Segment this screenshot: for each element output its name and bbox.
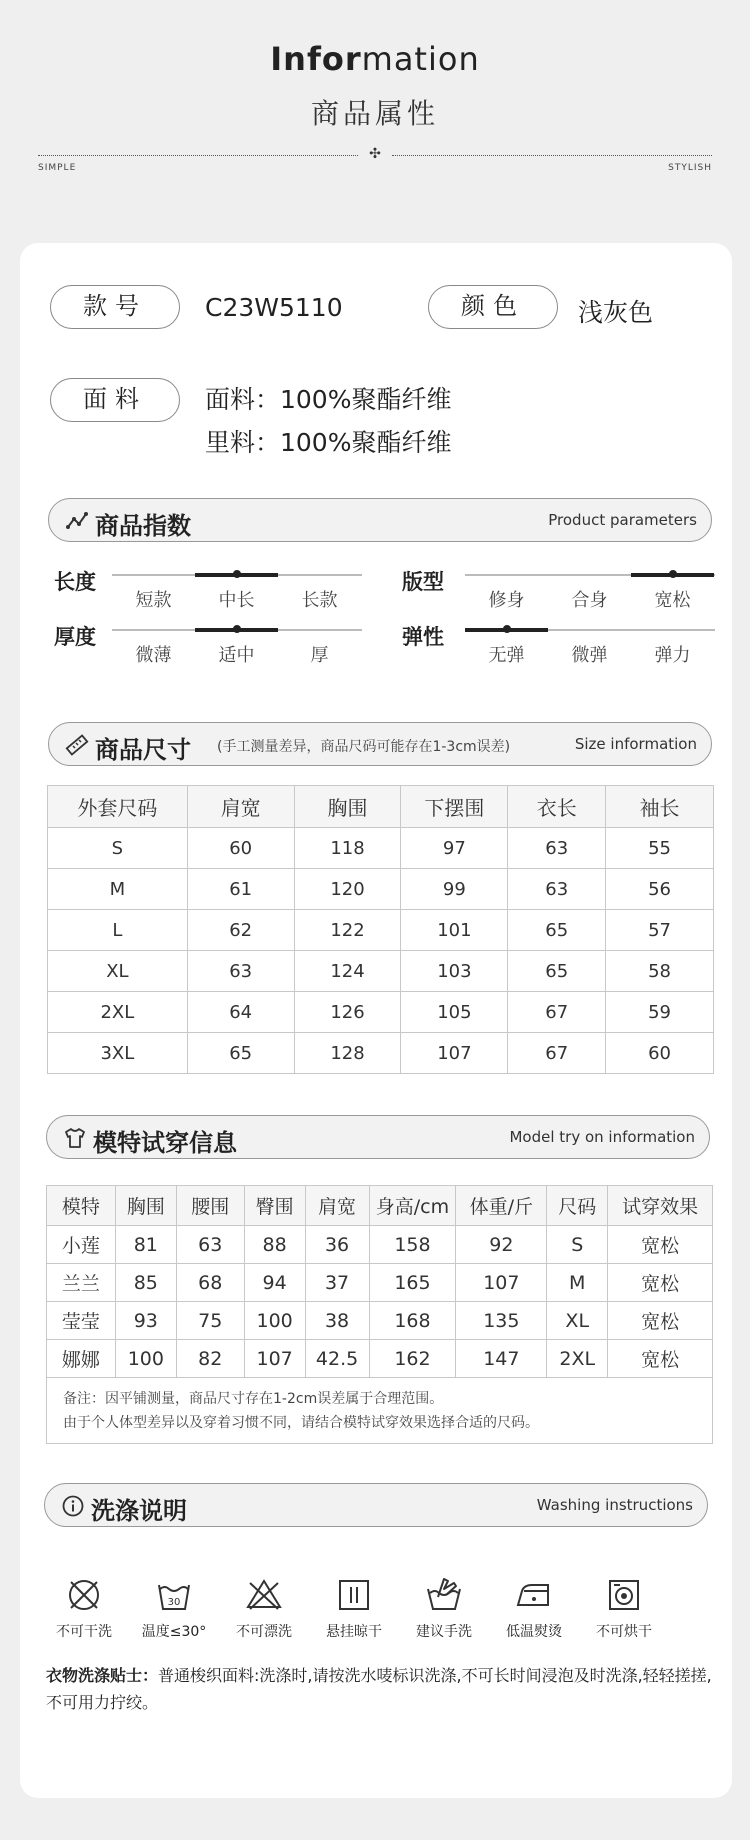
table-cell: 63: [508, 869, 606, 910]
table-cell: L: [48, 910, 188, 951]
color-label: 颜色: [428, 285, 558, 329]
table-cell: S: [547, 1226, 608, 1264]
scale-selected-dot: [503, 625, 511, 633]
table-cell: M: [48, 869, 188, 910]
product-info-card: [20, 243, 732, 1798]
table-cell: 107: [456, 1264, 547, 1302]
svg-text:30: 30: [167, 1597, 181, 1608]
fit-scale: [465, 570, 715, 610]
wash-icon-label: 不可漂洗: [236, 1624, 292, 1640]
scale-selected-dot: [669, 570, 677, 578]
table-cell: 65: [508, 951, 606, 992]
no-tumble-dry-icon: [578, 1575, 670, 1655]
table-cell: 61: [187, 869, 294, 910]
table-cell: 娜娜: [47, 1340, 116, 1378]
table-cell: 兰兰: [47, 1264, 116, 1302]
table-cell: 162: [369, 1340, 456, 1378]
color-value: 浅灰色: [578, 298, 654, 327]
fabric-label: 面料: [50, 378, 180, 422]
table-cell: 107: [244, 1340, 305, 1378]
table-header-cell: 袖长: [606, 786, 714, 828]
ruler-icon: [65, 733, 89, 757]
wash-section-english: Washing instructions: [536, 1496, 693, 1514]
table-row: [48, 951, 714, 992]
table-header-cell: 模特: [47, 1186, 116, 1226]
table-header-row: [48, 786, 714, 828]
table-cell: 宽松: [608, 1302, 713, 1340]
table-row: [48, 1033, 714, 1074]
thickness-label: 厚度: [54, 625, 96, 649]
scale-option-label: 修身: [488, 590, 525, 611]
table-header-cell: 下摆围: [401, 786, 508, 828]
table-row: [48, 992, 714, 1033]
wash-icon-label: 悬挂晾干: [326, 1624, 382, 1640]
info-icon: [61, 1494, 85, 1518]
table-cell: 120: [294, 869, 401, 910]
wash-section-title: 洗涤说明: [91, 1497, 187, 1525]
table-cell: XL: [547, 1302, 608, 1340]
scale-option-label: 长款: [301, 590, 338, 611]
model-table-note: [47, 1378, 713, 1444]
size-section-note: (手工测量差异，商品尺码可能存在1-3cm误差): [217, 739, 511, 755]
length-scale: [112, 570, 362, 610]
style-number-label: 款号: [50, 285, 180, 329]
table-cell: 100: [115, 1340, 176, 1378]
table-cell: 99: [401, 869, 508, 910]
table-cell: 93: [115, 1302, 176, 1340]
index-section-title: 商品指数: [95, 512, 191, 540]
table-cell: 88: [244, 1226, 305, 1264]
table-cell: 126: [294, 992, 401, 1033]
table-cell: 3XL: [48, 1033, 188, 1074]
table-cell: 58: [606, 951, 714, 992]
table-header-cell: 衣长: [508, 786, 606, 828]
table-cell: 103: [401, 951, 508, 992]
table-row: [47, 1264, 713, 1302]
low-iron-icon: [488, 1575, 580, 1655]
scale-option-label: 弹力: [654, 645, 691, 666]
elasticity-label: 弹性: [402, 625, 444, 649]
table-cell: 63: [176, 1226, 244, 1264]
table-cell: 105: [401, 992, 508, 1033]
scale-selected-dot: [233, 570, 241, 578]
wash-icon-label: 不可干洗: [56, 1624, 112, 1640]
table-cell: 128: [294, 1033, 401, 1074]
size-section-title: 商品尺寸: [95, 736, 191, 764]
table-cell: 122: [294, 910, 401, 951]
table-cell: 85: [115, 1264, 176, 1302]
table-cell: 62: [187, 910, 294, 951]
elasticity-scale: [465, 625, 715, 665]
wash-icon-label: 温度≤30°: [141, 1624, 207, 1640]
header-left-tag: SIMPLE: [38, 163, 77, 173]
table-header-cell: 试穿效果: [608, 1186, 713, 1226]
table-cell: 37: [305, 1264, 369, 1302]
washing-tip: [46, 1662, 716, 1716]
scale-option-label: 微薄: [135, 645, 172, 666]
no-bleach-icon: [218, 1575, 310, 1655]
no-dry-clean-icon: [38, 1575, 130, 1655]
header-divider-left: [38, 155, 358, 156]
table-cell: 55: [606, 828, 714, 869]
table-cell: 2XL: [48, 992, 188, 1033]
table-header-cell: 身高/cm: [369, 1186, 456, 1226]
scale-option-label: 短款: [135, 590, 172, 611]
scale-option-label: 适中: [218, 645, 255, 666]
table-cell: 165: [369, 1264, 456, 1302]
table-header-cell: 尺码: [547, 1186, 608, 1226]
table-row: [47, 1340, 713, 1378]
model-section-title: 模特试穿信息: [93, 1129, 237, 1157]
table-cell: 107: [401, 1033, 508, 1074]
table-cell: 97: [401, 828, 508, 869]
table-cell: 68: [176, 1264, 244, 1302]
table-cell: 63: [508, 828, 606, 869]
header-subtitle: 商品属性: [310, 97, 439, 130]
note-line: 备注：因平铺测量，商品尺寸存在1-2cm误差属于合理范围。: [63, 1390, 444, 1407]
table-cell: 60: [187, 828, 294, 869]
table-header-cell: 外套尺码: [48, 786, 188, 828]
table-row: [48, 828, 714, 869]
scale-selected-dot: [233, 625, 241, 633]
wash-icon-label: 不可烘干: [596, 1624, 652, 1640]
table-cell: 168: [369, 1302, 456, 1340]
table-cell: 42.5: [305, 1340, 369, 1378]
table-row: [48, 910, 714, 951]
table-cell: 57: [606, 910, 714, 951]
hand-wash-icon: [398, 1575, 490, 1655]
table-cell: 101: [401, 910, 508, 951]
page-header: [0, 0, 750, 200]
wash-icon-label: 建议手洗: [416, 1624, 472, 1640]
washing-tip-label: 衣物洗涤贴士：: [46, 1666, 159, 1685]
table-cell: 60: [606, 1033, 714, 1074]
line-dry-icon: [308, 1575, 400, 1655]
scale-option-label: 中长: [218, 590, 255, 611]
length-label: 长度: [54, 570, 96, 594]
cross-ornament-icon: ✣: [369, 146, 381, 162]
table-cell: 65: [508, 910, 606, 951]
table-header-cell: 臀围: [244, 1186, 305, 1226]
table-cell: 宽松: [608, 1340, 713, 1378]
header-title: Information: [270, 40, 480, 78]
table-row: [47, 1302, 713, 1340]
table-cell: 118: [294, 828, 401, 869]
scale-option-label: 合身: [571, 590, 608, 611]
table-cell: 81: [115, 1226, 176, 1264]
scale-option-label: 厚: [310, 645, 329, 666]
table-cell: 38: [305, 1302, 369, 1340]
note-line: 由于个人体型差异以及穿着习惯不同，请结合模特试穿效果选择合适的尺码。: [63, 1414, 539, 1431]
table-cell: 64: [187, 992, 294, 1033]
table-cell: 147: [456, 1340, 547, 1378]
table-cell: 67: [508, 1033, 606, 1074]
wash-30-icon: [128, 1575, 220, 1655]
table-header-cell: 胸围: [294, 786, 401, 828]
fabric-value-lining: 里料：100%聚酯纤维: [205, 428, 452, 457]
index-section-header: [48, 498, 712, 542]
size-section-header: [48, 722, 712, 766]
table-cell: XL: [48, 951, 188, 992]
table-cell: 59: [606, 992, 714, 1033]
model-table: [46, 1185, 713, 1444]
table-cell: 56: [606, 869, 714, 910]
table-cell: 82: [176, 1340, 244, 1378]
thickness-scale: [112, 625, 362, 665]
table-cell: 63: [187, 951, 294, 992]
size-section-english: Size information: [574, 735, 697, 753]
table-cell: 宽松: [608, 1264, 713, 1302]
table-header-cell: 腰围: [176, 1186, 244, 1226]
table-header-cell: 肩宽: [305, 1186, 369, 1226]
table-row: [48, 869, 714, 910]
table-header-row: [47, 1186, 713, 1226]
table-note-row: [47, 1378, 713, 1444]
table-header-cell: 胸围: [115, 1186, 176, 1226]
table-cell: 小莲: [47, 1226, 116, 1264]
table-header-cell: 肩宽: [187, 786, 294, 828]
table-cell: S: [48, 828, 188, 869]
scale-option-label: 无弹: [488, 645, 525, 666]
fit-label: 版型: [402, 570, 444, 594]
size-table: [47, 785, 714, 1074]
header-divider-right: [392, 155, 712, 156]
tshirt-icon: [63, 1126, 87, 1150]
table-cell: 莹莹: [47, 1302, 116, 1340]
wash-section-header: [44, 1483, 708, 1527]
model-section-english: Model try on information: [509, 1128, 695, 1146]
table-cell: 94: [244, 1264, 305, 1302]
fabric-value-outer: 面料：100%聚酯纤维: [205, 385, 452, 414]
header-right-tag: STYLISH: [668, 163, 712, 173]
table-cell: M: [547, 1264, 608, 1302]
table-cell: 75: [176, 1302, 244, 1340]
table-cell: 158: [369, 1226, 456, 1264]
table-cell: 67: [508, 992, 606, 1033]
table-cell: 36: [305, 1226, 369, 1264]
table-cell: 2XL: [547, 1340, 608, 1378]
scale-option-label: 微弹: [571, 645, 608, 666]
table-row: [47, 1226, 713, 1264]
wash-icon-label: 低温熨烫: [506, 1624, 562, 1640]
scale-option-label: 宽松: [654, 590, 691, 611]
model-section-header: [46, 1115, 710, 1159]
table-cell: 92: [456, 1226, 547, 1264]
table-header-cell: 体重/斤: [456, 1186, 547, 1226]
table-cell: 135: [456, 1302, 547, 1340]
table-cell: 宽松: [608, 1226, 713, 1264]
index-section-english: Product parameters: [548, 511, 697, 529]
washing-tip-text: 普通梭织面料:洗涤时,请按洗水唛标识洗涤,不可长时间浸泡及时洗涤,轻轻搓搓,不可用力拧绞。: [46, 1666, 712, 1712]
table-cell: 124: [294, 951, 401, 992]
table-cell: 100: [244, 1302, 305, 1340]
trend-line-icon: [65, 509, 89, 533]
table-cell: 65: [187, 1033, 294, 1074]
style-number-value: C23W5110: [205, 293, 343, 322]
